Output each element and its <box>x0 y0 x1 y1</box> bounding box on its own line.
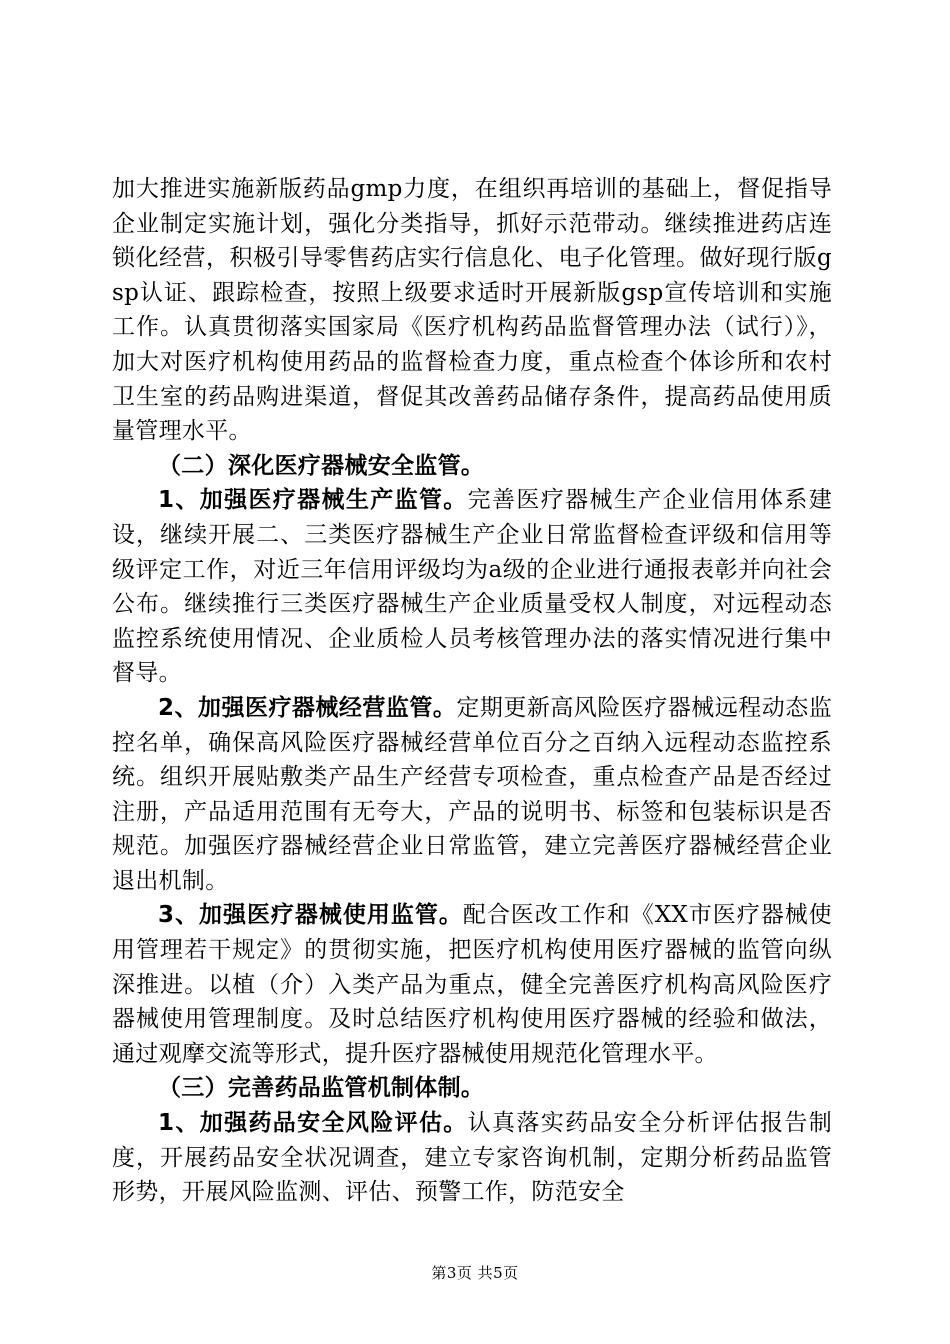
paragraph-device-usage-body: 配合医改工作和《XX市医疗器械使用管理若干规定》的贯彻实施，把医疗机构使用医疗器械的监管向纵深推进。以植（介）入类产品为重点，健全完善医疗机构高风险医疗器械使用管理制度。及时总结医疗机构使用医疗器械的经验和做法，通过观摩交流等形式，提升医疗器械使用规范化管理水平。 <box>112 902 832 1067</box>
paragraph-risk-assessment <box>112 1106 832 1210</box>
subheading-risk-assessment: 1、加强药品安全风险评估。 <box>158 1110 468 1137</box>
paragraph-device-operation <box>112 691 832 899</box>
paragraph-gmp-gsp: 加大推进实施新版药品gmp力度，在组织再培训的基础上，督促指导企业制定实施计划，强化分类指导，抓好示范带动。继续推进药店连锁化经营，积极引导零售药店实行信息化、电子化管理。做好现行版gsp认证、跟踪检查，按照上级要求适时开展新版gsp宣传培训和实施工作。认真贯彻落实国家局《医疗机构药品监督管理办法（试行）》，加大对医疗机构使用药品的监督检查力度，重点检查个体诊所和农村卫生室的药品购进渠道，督促其改善药品储存条件，提高药品使用质量管理水平。 <box>112 176 832 445</box>
subheading-device-usage: 3、加强医疗器械使用监管。 <box>158 902 463 929</box>
section-heading-3 <box>112 1071 832 1106</box>
paragraph-risk-assessment-body: 认真落实药品安全分析评估报告制度，开展药品安全状况调查，建立专家咨询机制，定期分析药品监管形势，开展风险监测、评估、预警工作，防范安全 <box>112 1110 832 1206</box>
paragraph-device-usage <box>112 898 832 1071</box>
subheading-device-operation: 2、加强医疗器械经营监管。 <box>158 694 457 721</box>
section-heading-2 <box>112 449 832 484</box>
section-heading-3-text: （三）完善药品监管机制体制。 <box>158 1075 485 1102</box>
section-heading-2-text: （二）深化医疗器械安全监管。 <box>158 452 485 479</box>
paragraph-device-production-body: 完善医疗器械生产企业信用体系建设，继续开展二、三类医疗器械生产企业日常监督检查评级和信用等级评定工作，对近三年信用评级均为a级的企业进行通报表彰并向社会公布。继续推行三类医疗器械生产企业质量受权人制度，对远程动态监控系统使用情况、企业质检人员考核管理办法的落实情况进行集中督导。 <box>112 487 832 687</box>
document-body <box>112 172 832 1210</box>
page-number-footer: 第3页 共5页 <box>431 1264 519 1282</box>
subheading-device-production: 1、加强医疗器械生产监管。 <box>158 487 468 514</box>
paragraph-device-production <box>112 483 832 691</box>
paragraph-device-operation-body: 定期更新高风险医疗器械远程动态监控名单，确保高风险医疗器械经营单位百分之百纳入远程动态监控系统。组织开展贴敷类产品生产经营专项检查，重点检查产品是否经过注册，产品适用范围有无夸大，产品的说明书、标签和包装标识是否规范。加强医疗器械经营企业日常监管，建立完善医疗器械经营企业退出机制。 <box>112 694 832 894</box>
